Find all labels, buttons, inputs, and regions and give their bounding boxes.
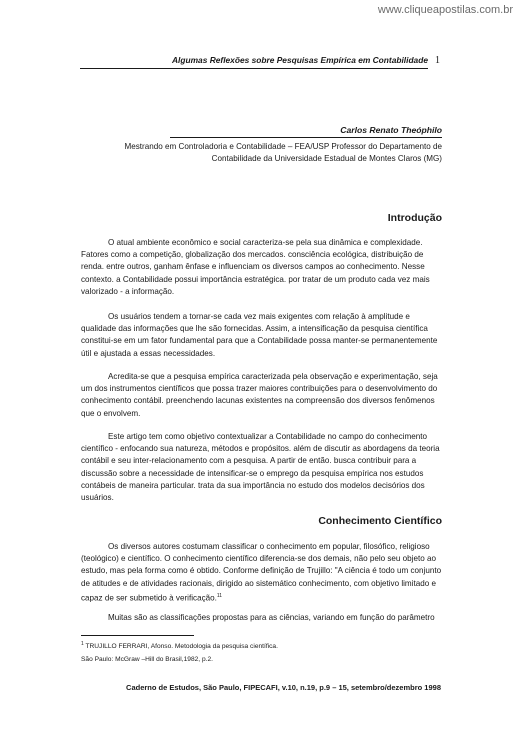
paragraph-intro-1: [81, 237, 442, 298]
author-affiliation-line2: Contabilidade da Universidade Estadual de Montes Claros (MG): [211, 154, 442, 163]
footnote-marker: 1: [81, 641, 84, 647]
text-line: [81, 590, 442, 602]
text-line: que o envolvem.: [81, 408, 141, 418]
text-line: valorizado - a informação.: [81, 286, 175, 296]
header-rule: [80, 68, 428, 69]
footnote-line2: São Paulo: McGraw –Hill do Brasil,1982, p.2.: [81, 656, 213, 663]
footnote-rule: [81, 635, 194, 636]
text-line: usuários.: [81, 492, 114, 502]
text-line: contábeis de maneira particular. trata da sua importância no estudo dos modelos decisórios dos: [81, 480, 425, 490]
page-number: 1: [435, 55, 440, 66]
text-line: Muitas são as classificações propostas para as ciências, variando em função do parâmetro: [108, 613, 435, 622]
author-name: Carlos Renato Theóphilo: [340, 125, 442, 135]
footnote-text: TRUJILLO FERRARI, Afonso. Metodologia da pesquisa científica.: [85, 643, 278, 651]
paragraph-intro-3: [81, 371, 442, 420]
text-line: de atitudes e de atividades racionais, dirigido ao sistemático conhecimento, com objetivo limitado e: [81, 578, 436, 588]
text-line: Os usuários tendem a tornar-se cada vez mais exigentes com relação à amplitude e: [108, 312, 410, 321]
text-line: constitui-se em um fator fundamental para que a Contabilidade possa manter-se permanentemente: [81, 336, 438, 346]
text-line: O atual ambiente econômico e social caracteriza-se pela sua dinâmica e complexidade.: [108, 238, 423, 247]
section-heading-conhecimento-cientifico: Conhecimento Científico: [318, 515, 442, 527]
text-line: Fatores como a competição, globalização dos mercados. consciência ecológica, distribuição de: [81, 250, 424, 260]
text-line-content: capaz de ser submetido à verificação.: [81, 593, 217, 603]
text-line: útil e ajustada a essas necessidades.: [81, 348, 216, 358]
page-footer: Caderno de Estudos, São Paulo, FIPECAFI, v.10, n.19, p.9 – 15, setembro/dezembro 1998: [126, 683, 441, 692]
text-line: Os diversos autores costumam classificar o conhecimento em popular, filosófico, religioso: [108, 542, 430, 551]
text-line: renda. entre outros, ganham ênfase e influenciam os diversos campos ao conhecimento. Nesse: [81, 262, 425, 272]
paragraph-conhecimento-1: [81, 541, 442, 602]
text-line: (teológico) e científico. O conhecimento científico diferencia-se dos demais, não pelo seu objeto ao: [81, 554, 436, 564]
text-line: um dos instrumentos científicos que possa trazer maiores contribuições para o desenvolvimento do: [81, 384, 438, 394]
footnote-line1: [81, 641, 278, 650]
watermark-text: www.cliqueapostilas.com.br: [377, 4, 513, 16]
text-line: Este artigo tem como objetivo contextualizar a Contabilidade no campo do conhecimento: [108, 432, 427, 441]
text-line: discussão sobre a necessidade de intensificar-se o emprego da pesquisa empírica nos estudos: [81, 468, 424, 478]
paragraph-conhecimento-2: [81, 612, 442, 624]
text-line: estudo, mas pela forma como é obtido. Conforme definição de Trujillo: "A ciência é todo um conjunto: [81, 566, 442, 576]
text-line: contábil e seu inter-relacionamento com a pesquisa. A partir de então. busca contribuir para a: [81, 456, 417, 466]
text-line: qualidade das informações que lhe são fornecidas. Assim, a intensificação da pesquisa científica: [81, 324, 428, 334]
paragraph-intro-4: [81, 431, 442, 504]
section-heading-introducao: Introdução: [387, 212, 442, 224]
author-affiliation-line1: Mestrando em Controladoria e Contabilidade – FEA/USP Professor do Departamento de: [124, 142, 442, 151]
author-rule: [170, 137, 442, 138]
paragraph-intro-2: [81, 311, 442, 360]
running-head: Algumas Reflexões sobre Pesquisas Empírica em Contabilidade: [172, 55, 428, 65]
text-line: conhecimento contábil. preenchendo lacunas existentes na compreensão dos diversos fenômenos: [81, 396, 435, 406]
text-line: científico - enfocando sua natureza, métodos e propósitos. além de discutir as abordagens da teoria: [81, 444, 440, 454]
text-line: Acredita-se que a pesquisa empírica caracterizada pela observação e experimentação, seja: [108, 372, 438, 381]
footnote-reference[interactable]: 11: [216, 592, 223, 599]
text-line: contexto. a Contabilidade possui importância estratégica. por tratar de um produto cada vez mais: [81, 274, 430, 284]
